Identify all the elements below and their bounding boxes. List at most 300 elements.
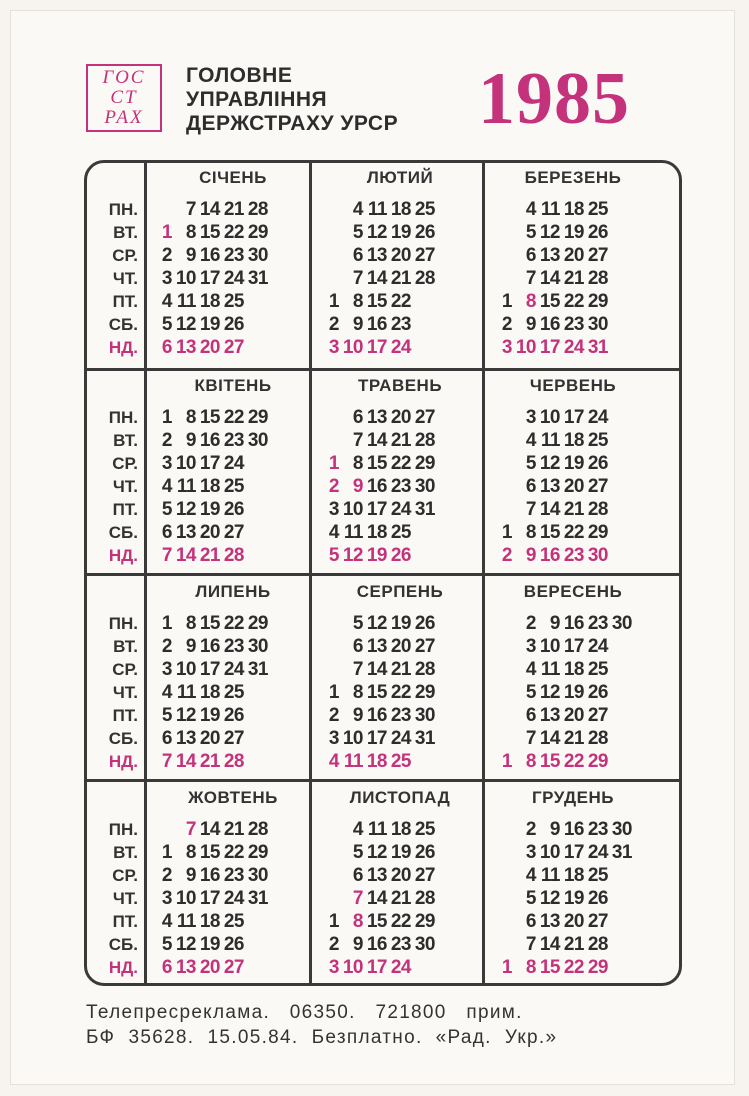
month-block [315, 580, 485, 773]
day-number: 2 [161, 245, 172, 266]
empty-day-cell [488, 498, 512, 521]
day-number: 25 [390, 751, 411, 772]
day-number: 22 [563, 291, 584, 312]
day-number: 5 [328, 545, 339, 566]
day-number: 29 [247, 222, 268, 243]
day-number: 18 [366, 751, 387, 772]
weekday-label: НД. [108, 958, 138, 977]
day-number: 2 [525, 613, 536, 634]
empty-day-cell [268, 498, 292, 521]
empty-day-cell [268, 635, 292, 658]
day-number: 27 [414, 245, 435, 266]
empty-day-cell [608, 864, 632, 887]
empty-day-cell [244, 336, 268, 359]
empty-day-cell [268, 336, 292, 359]
day-number: 10 [342, 957, 363, 978]
empty-day-cell [435, 406, 459, 429]
empty-day-cell [488, 612, 512, 635]
month-name: ЛИПЕНЬ [195, 582, 271, 601]
day-number: 22 [223, 613, 244, 634]
day-number: 6 [161, 337, 172, 358]
day-number: 13 [366, 865, 387, 886]
day-number: 17 [199, 888, 220, 909]
empty-day-cell [608, 681, 632, 704]
day-number: 9 [525, 314, 536, 335]
day-number: 15 [366, 453, 387, 474]
day-number: 3 [161, 453, 172, 474]
day-number: 10 [342, 728, 363, 749]
weekday-label: ВТ. [113, 223, 138, 242]
weekday-label: ВТ. [113, 431, 138, 450]
day-number: 20 [390, 407, 411, 428]
day-number: 11 [540, 659, 560, 680]
weekday-label: ПТ. [112, 292, 138, 311]
empty-day-cell [268, 544, 292, 567]
month-block [148, 786, 318, 979]
month-days [148, 818, 318, 979]
day-number: 3 [525, 842, 536, 863]
empty-day-cell [315, 818, 339, 841]
day-number: 17 [563, 407, 584, 428]
empty-day-cell [411, 290, 435, 313]
day-number: 31 [414, 728, 435, 749]
day-number: 4 [525, 659, 536, 680]
empty-day-cell [608, 956, 632, 979]
empty-day-cell [608, 933, 632, 956]
empty-day-cell [488, 198, 512, 221]
print-info [86, 1000, 557, 1050]
day-number: 13 [175, 957, 196, 978]
day-number: 21 [223, 199, 244, 220]
day-number: 22 [223, 842, 244, 863]
empty-day-cell [608, 290, 632, 313]
day-number: 14 [366, 268, 387, 289]
day-number: 21 [390, 430, 411, 451]
empty-day-cell [268, 818, 292, 841]
day-number: 3 [328, 957, 339, 978]
day-number: 5 [352, 613, 363, 634]
day-number: 7 [185, 199, 196, 220]
day-number: 16 [199, 636, 220, 657]
day-number: 11 [343, 522, 363, 543]
day-number: 20 [199, 337, 220, 358]
day-number: 29 [587, 291, 608, 312]
day-number: 19 [199, 314, 220, 335]
empty-day-cell [244, 956, 268, 979]
empty-day-cell [608, 475, 632, 498]
day-number: 26 [587, 888, 608, 909]
weekday-label: НД. [108, 338, 138, 357]
day-number: 24 [223, 659, 244, 680]
print-info-line: БФ 35628. 15.05.84. Безплатно. «Рад. Укр.» [86, 1027, 558, 1048]
day-number: 9 [185, 245, 196, 266]
day-number: 17 [563, 636, 584, 657]
weekday-label: СР. [112, 660, 138, 679]
day-number: 5 [161, 705, 172, 726]
month-days [488, 406, 658, 567]
day-number: 5 [161, 499, 172, 520]
day-number: 23 [223, 245, 244, 266]
day-number: 11 [540, 199, 560, 220]
weekday-label: СБ. [108, 523, 138, 542]
day-number: 16 [366, 314, 387, 335]
empty-day-cell [435, 818, 459, 841]
day-number: 2 [161, 865, 172, 886]
calendar-year: 1985 [478, 58, 630, 140]
day-number: 22 [563, 957, 584, 978]
day-number: 21 [390, 268, 411, 289]
day-number: 12 [539, 453, 560, 474]
empty-day-cell [315, 244, 339, 267]
empty-day-cell [268, 475, 292, 498]
day-number: 4 [328, 751, 339, 772]
day-number: 12 [366, 613, 387, 634]
day-number: 9 [185, 865, 196, 886]
day-number: 9 [185, 430, 196, 451]
day-number: 27 [223, 728, 244, 749]
day-number: 12 [175, 705, 196, 726]
day-number: 12 [366, 842, 387, 863]
day-number: 19 [199, 934, 220, 955]
day-number: 19 [390, 842, 411, 863]
month-name: ВЕРЕСЕНЬ [523, 582, 623, 601]
day-number: 26 [587, 453, 608, 474]
day-number: 29 [247, 407, 268, 428]
day-number: 11 [176, 291, 196, 312]
day-number: 8 [352, 291, 363, 312]
month-block [488, 786, 658, 979]
empty-day-cell [488, 475, 512, 498]
day-number: 15 [539, 522, 560, 543]
empty-day-cell [268, 933, 292, 956]
month-days [148, 406, 318, 567]
day-number: 26 [414, 222, 435, 243]
weekday-label: ЧТ. [112, 269, 138, 288]
day-number: 3 [328, 499, 339, 520]
day-number: 1 [161, 407, 172, 428]
day-number: 18 [199, 911, 220, 932]
day-number: 21 [199, 751, 220, 772]
empty-day-cell [268, 727, 292, 750]
day-number: 1 [161, 613, 172, 634]
month-name: ТРАВЕНЬ [357, 376, 443, 395]
empty-day-cell [268, 750, 292, 773]
day-number: 3 [525, 636, 536, 657]
day-number: 22 [390, 911, 411, 932]
day-number: 12 [539, 888, 560, 909]
day-number: 7 [525, 499, 536, 520]
month-name: БЕРЕЗЕНЬ [524, 168, 622, 187]
day-number: 27 [223, 337, 244, 358]
empty-day-cell [244, 727, 268, 750]
day-number: 31 [247, 888, 268, 909]
day-number: 29 [414, 682, 435, 703]
day-number: 26 [414, 842, 435, 863]
day-number: 24 [390, 957, 411, 978]
empty-day-cell [268, 198, 292, 221]
weekday-labels [78, 198, 138, 359]
month-name: ГРУДЕНЬ [532, 788, 614, 807]
day-number: 29 [414, 453, 435, 474]
day-number: 9 [549, 819, 560, 840]
day-number: 28 [587, 499, 608, 520]
day-number: 17 [366, 499, 387, 520]
day-number: 23 [390, 314, 411, 335]
weekday-label: НД. [108, 752, 138, 771]
day-number: 15 [366, 911, 387, 932]
weekday-label: НД. [108, 546, 138, 565]
day-number: 4 [161, 682, 172, 703]
month-name: ЧЕРВЕНЬ [529, 376, 617, 395]
empty-day-cell [435, 887, 459, 910]
day-number: 10 [539, 842, 560, 863]
day-number: 1 [501, 522, 512, 543]
day-number: 9 [352, 314, 363, 335]
day-number: 15 [366, 291, 387, 312]
empty-day-cell [244, 498, 268, 521]
day-number: 25 [223, 291, 244, 312]
day-number: 7 [525, 728, 536, 749]
day-number: 1 [328, 911, 339, 932]
day-number: 6 [352, 245, 363, 266]
day-number: 10 [342, 337, 363, 358]
day-number: 2 [161, 430, 172, 451]
day-number: 7 [525, 268, 536, 289]
day-number: 6 [352, 865, 363, 886]
day-number: 22 [390, 453, 411, 474]
empty-day-cell [488, 221, 512, 244]
day-number: 14 [366, 659, 387, 680]
day-number: 30 [611, 613, 632, 634]
day-number: 24 [587, 407, 608, 428]
empty-day-cell [268, 704, 292, 727]
day-number: 23 [223, 636, 244, 657]
empty-day-cell [608, 750, 632, 773]
day-number: 21 [563, 934, 584, 955]
day-number: 27 [414, 407, 435, 428]
empty-day-cell [488, 818, 512, 841]
row-divider [84, 779, 682, 782]
day-number: 25 [223, 911, 244, 932]
day-number: 13 [175, 728, 196, 749]
month-days [488, 818, 658, 979]
day-number: 21 [563, 728, 584, 749]
month-block [488, 374, 658, 567]
day-number: 25 [390, 522, 411, 543]
day-number: 26 [587, 222, 608, 243]
day-number: 4 [161, 476, 172, 497]
day-number: 20 [563, 705, 584, 726]
day-number: 26 [223, 314, 244, 335]
day-number: 25 [587, 659, 608, 680]
day-number: 21 [563, 499, 584, 520]
day-number: 17 [366, 728, 387, 749]
month-days [315, 612, 485, 773]
day-number: 19 [563, 682, 584, 703]
day-number: 14 [366, 430, 387, 451]
day-number: 7 [352, 268, 363, 289]
empty-day-cell [608, 267, 632, 290]
empty-day-cell [435, 864, 459, 887]
day-number: 9 [185, 636, 196, 657]
day-number: 15 [539, 291, 560, 312]
day-number: 18 [199, 476, 220, 497]
empty-day-cell [608, 887, 632, 910]
month-name: ЛИСТОПАД [349, 788, 451, 807]
day-number: 29 [587, 957, 608, 978]
day-number: 11 [176, 476, 196, 497]
empty-day-cell [244, 521, 268, 544]
day-number: 3 [328, 728, 339, 749]
weekday-label: ПН. [108, 820, 138, 839]
empty-day-cell [244, 452, 268, 475]
day-number: 23 [390, 476, 411, 497]
day-number: 28 [223, 545, 244, 566]
empty-day-cell [435, 750, 459, 773]
day-number: 2 [328, 314, 339, 335]
empty-day-cell [244, 681, 268, 704]
day-number: 10 [175, 453, 196, 474]
day-number: 16 [199, 245, 220, 266]
day-number: 4 [525, 199, 536, 220]
day-number: 16 [366, 934, 387, 955]
empty-day-cell [268, 406, 292, 429]
empty-day-cell [315, 635, 339, 658]
weekday-label: ПН. [108, 200, 138, 219]
day-number: 15 [539, 957, 560, 978]
day-number: 29 [587, 522, 608, 543]
weekday-label: ПН. [108, 408, 138, 427]
day-number: 16 [563, 819, 584, 840]
day-number: 3 [161, 268, 172, 289]
empty-day-cell [435, 612, 459, 635]
day-number: 9 [549, 613, 560, 634]
empty-day-cell [608, 406, 632, 429]
day-number: 10 [539, 636, 560, 657]
empty-day-cell [435, 452, 459, 475]
day-number: 25 [223, 682, 244, 703]
day-number: 17 [563, 842, 584, 863]
empty-day-cell [608, 429, 632, 452]
empty-day-cell [268, 267, 292, 290]
empty-day-cell [268, 429, 292, 452]
day-number: 6 [352, 407, 363, 428]
day-number: 1 [328, 453, 339, 474]
empty-day-cell [488, 452, 512, 475]
day-number: 8 [352, 911, 363, 932]
day-number: 8 [525, 957, 536, 978]
day-number: 16 [366, 476, 387, 497]
empty-day-cell [608, 221, 632, 244]
day-number: 8 [525, 751, 536, 772]
logo-line: СТ [110, 87, 138, 108]
day-number: 23 [223, 865, 244, 886]
empty-day-cell [488, 864, 512, 887]
day-number: 19 [199, 705, 220, 726]
day-number: 9 [525, 545, 536, 566]
weekday-label: СБ. [108, 935, 138, 954]
day-number: 28 [223, 751, 244, 772]
day-number: 11 [540, 865, 560, 886]
day-number: 10 [175, 268, 196, 289]
day-number: 24 [223, 888, 244, 909]
day-number: 8 [185, 222, 196, 243]
day-number: 1 [328, 291, 339, 312]
day-number: 20 [199, 522, 220, 543]
day-number: 18 [366, 522, 387, 543]
empty-day-cell [315, 658, 339, 681]
day-number: 17 [199, 453, 220, 474]
day-number: 19 [390, 613, 411, 634]
day-number: 22 [390, 291, 411, 312]
day-number: 20 [390, 636, 411, 657]
day-number: 13 [539, 476, 560, 497]
day-number: 13 [366, 245, 387, 266]
day-number: 18 [390, 819, 411, 840]
day-number: 20 [390, 245, 411, 266]
empty-day-cell [315, 429, 339, 452]
empty-day-cell [488, 244, 512, 267]
day-number: 18 [390, 199, 411, 220]
day-number: 14 [175, 545, 196, 566]
day-number: 6 [525, 476, 536, 497]
day-number: 27 [223, 957, 244, 978]
day-number: 17 [199, 659, 220, 680]
empty-day-cell [268, 864, 292, 887]
empty-day-cell [435, 429, 459, 452]
day-number: 5 [525, 682, 536, 703]
empty-day-cell [488, 681, 512, 704]
empty-day-cell [608, 244, 632, 267]
day-number: 14 [199, 199, 220, 220]
day-number: 14 [175, 751, 196, 772]
day-number: 5 [525, 222, 536, 243]
empty-day-cell [268, 452, 292, 475]
day-number: 26 [414, 613, 435, 634]
day-number: 4 [161, 911, 172, 932]
day-number: 17 [199, 268, 220, 289]
month-days [315, 198, 485, 359]
day-number: 4 [352, 819, 363, 840]
day-number: 15 [199, 222, 220, 243]
day-number: 25 [587, 430, 608, 451]
day-number: 16 [539, 545, 560, 566]
day-number: 11 [343, 751, 363, 772]
day-number: 31 [611, 842, 632, 863]
day-number: 8 [525, 291, 536, 312]
day-number: 3 [161, 659, 172, 680]
day-number: 19 [366, 545, 387, 566]
day-number: 25 [587, 199, 608, 220]
day-number: 10 [175, 888, 196, 909]
day-number: 23 [223, 430, 244, 451]
day-number: 14 [539, 499, 560, 520]
day-number: 3 [525, 407, 536, 428]
day-number: 7 [352, 659, 363, 680]
day-number: 9 [352, 476, 363, 497]
empty-day-cell [608, 198, 632, 221]
empty-day-cell [435, 956, 459, 979]
empty-day-cell [488, 704, 512, 727]
day-number: 18 [199, 291, 220, 312]
empty-day-cell [244, 290, 268, 313]
day-number: 13 [539, 911, 560, 932]
empty-day-cell [435, 681, 459, 704]
day-number: 20 [199, 957, 220, 978]
day-number: 16 [366, 705, 387, 726]
day-number: 25 [223, 476, 244, 497]
day-number: 27 [414, 865, 435, 886]
